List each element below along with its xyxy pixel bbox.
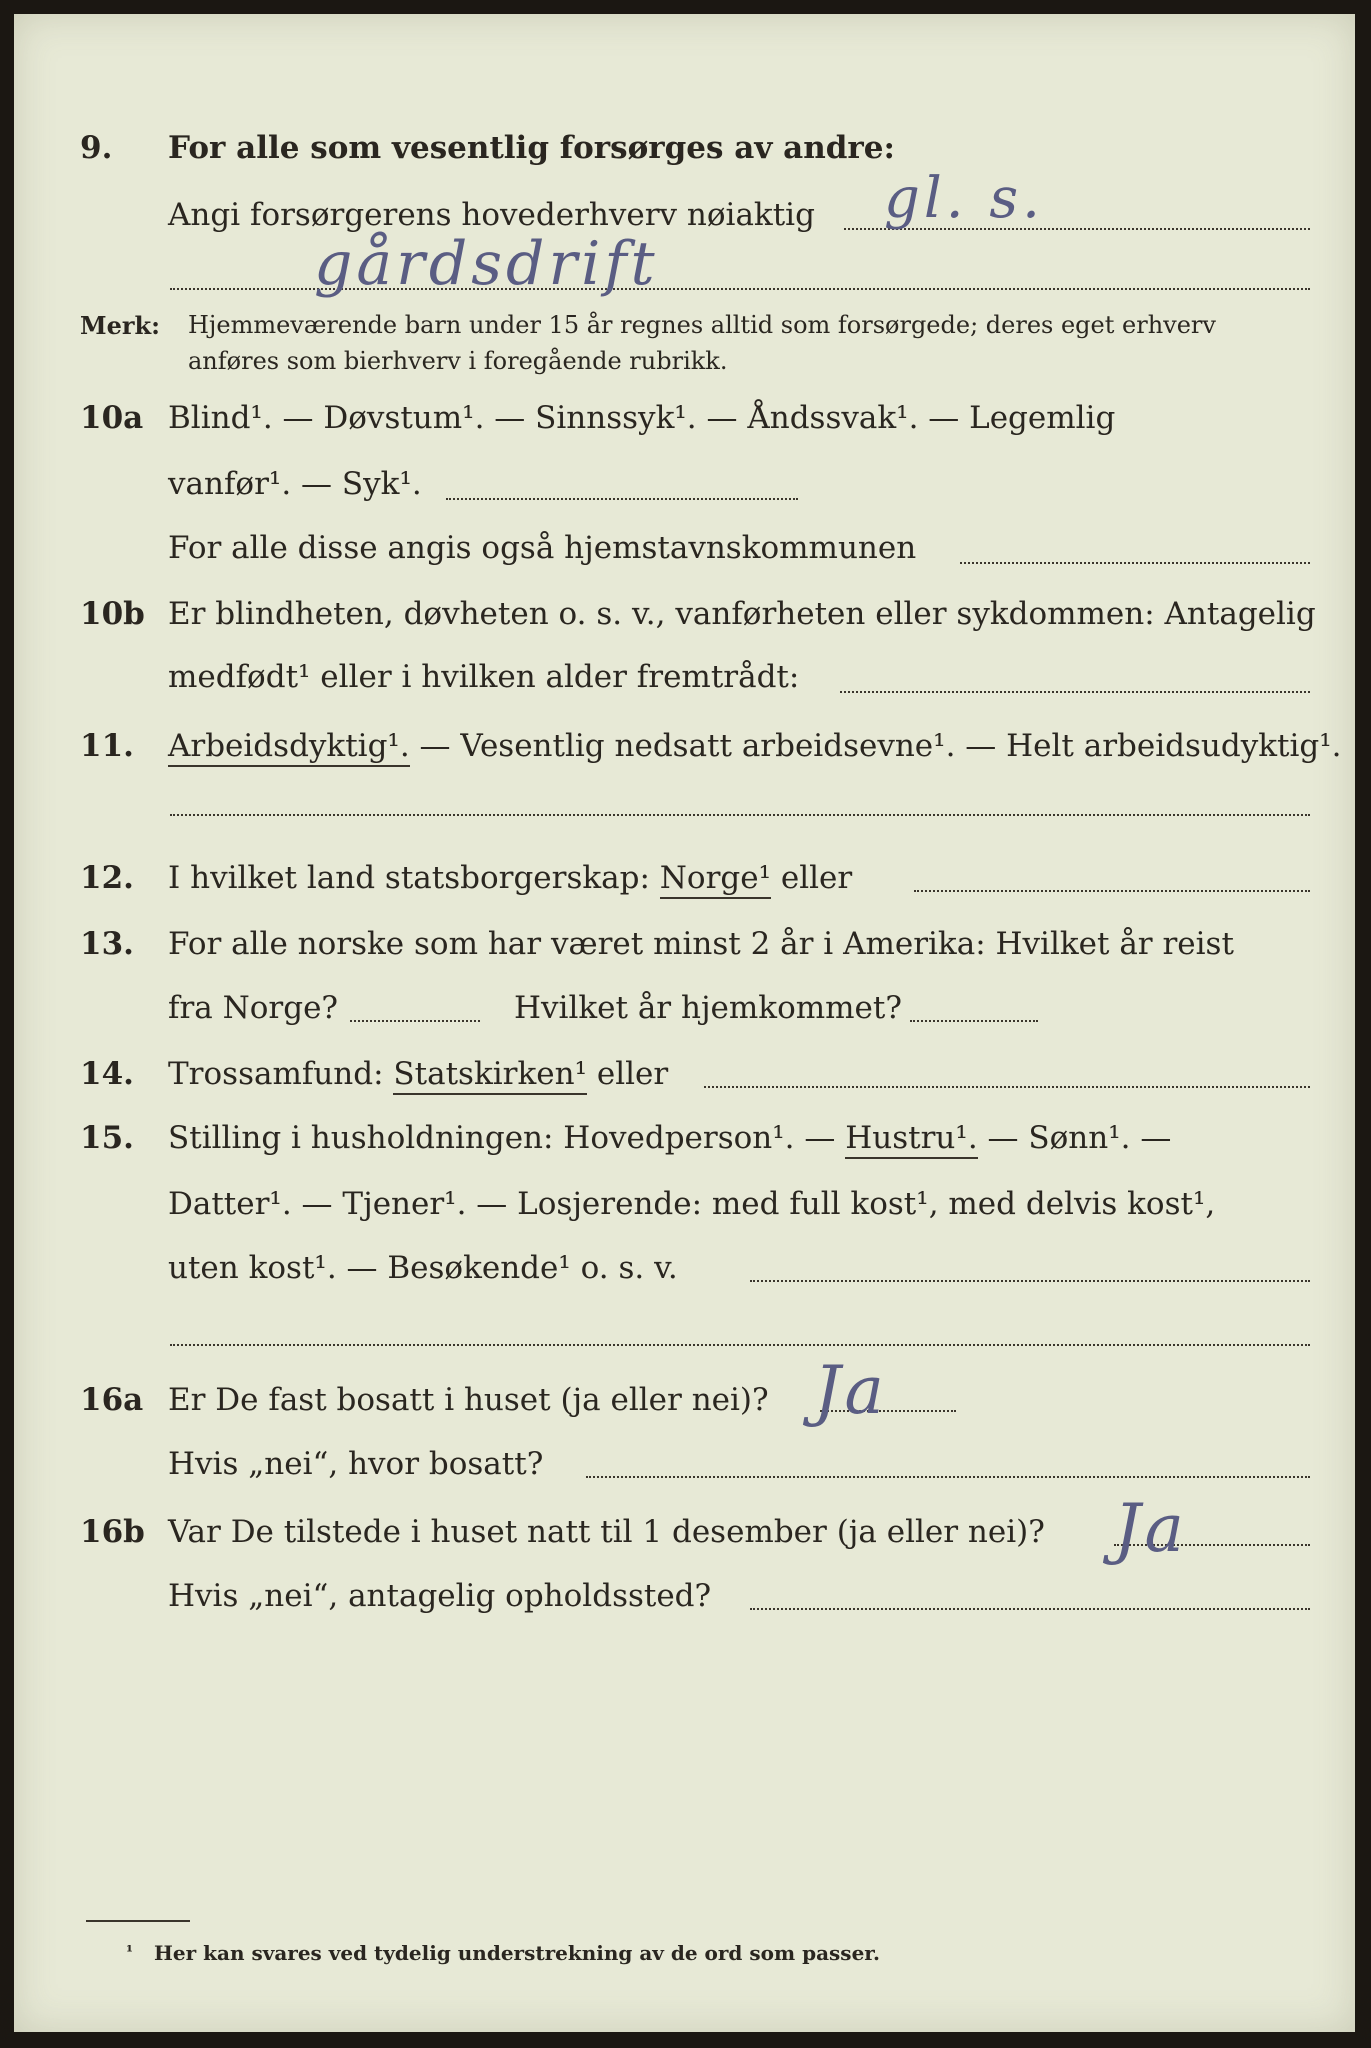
q10a-answer-line-1 [446,498,798,500]
q16b-line-2: Hvis „nei“, antagelig opholdssted? [168,1578,712,1614]
q16b-line-1: Var De tilstede i huset natt til 1 desember (ja eller nei)? [168,1514,1045,1550]
q9-number: 9. [80,130,113,166]
q13-line-2b: Hvilket år hjemkommet? [514,990,902,1026]
q14-post: eller [587,1056,669,1092]
q12-text [168,860,852,896]
q15-number: 15. [80,1120,134,1156]
q10a-line-1: Blind¹. — Døvstum¹. — Sinnssyk¹. — Åndssvak¹. — Legemlig [168,400,1116,436]
q10b-line-1: Er blindheten, døvheten o. s. v., vanførheten eller sykdommen: Antagelig [168,596,1316,632]
q15-line-1b: — Sønn¹. — [977,1120,1172,1156]
q9-title: For alle som vesentlig forsørges av andre: [168,130,895,166]
q14-number: 14. [80,1056,134,1092]
q16a-line-1: Er De fast bosatt i huset (ja eller nei)? [168,1382,769,1418]
q16a-number: 16a [80,1382,144,1418]
q12-number: 12. [80,860,134,896]
merk-label: Merk: [80,311,160,340]
q16a-answer-line-2 [586,1476,1310,1478]
q9-question: Angi forsørgerens hovederhverv nøiaktig [168,197,815,233]
q15-underlined-answer: Hustru¹. [845,1120,977,1159]
q10b-line-2: medfødt¹ eller i hvilken alder fremtrådt: [168,659,800,695]
q10b-answer-line [840,691,1310,693]
q14-answer-line [704,1086,1310,1088]
q15-line-1 [168,1120,1171,1156]
q11-rest: — Vesentlig nedsatt arbeidsevne¹. — Helt arbeidsudyktig¹. [409,728,1342,764]
q14-text [168,1056,668,1092]
q10a-number: 10a [80,400,144,436]
census-form-page [14,14,1355,2032]
q11-number: 11. [80,728,134,764]
q15-line-1a: Stilling i husholdningen: Hovedperson¹. — [168,1120,846,1156]
q16b-number: 16b [80,1514,145,1550]
q13-number: 13. [80,926,134,962]
q11-answer-line [170,814,1310,816]
q14-question: Trossamfund: [168,1056,394,1092]
q9-handwriting-1: gl. s. [884,166,1044,231]
q16b-answer-line-2 [750,1608,1310,1610]
q9-handwriting-2: gårdsdrift [314,229,659,299]
q10a-answer-line-2 [960,562,1310,564]
q14-underlined-answer: Statskirken¹ [393,1056,587,1095]
q11-text [168,728,1342,764]
q15-answer-line-1 [750,1280,1310,1282]
footnote-mark: ¹ [126,1942,134,1961]
q12-question: I hvilket land statsborgerskap: [168,860,660,896]
q16a-handwriting: Ja [814,1352,888,1429]
q10a-line-3: For alle disse angis også hjemstavnskommunen [168,530,917,566]
q12-post: eller [771,860,853,896]
q13-answer-line-2 [910,1020,1038,1022]
footnote-text: Her kan svares ved tydelig understrekning av de ord som passer. [154,1941,880,1965]
q12-answer-line [914,890,1310,892]
q11-underlined-answer: Arbeidsdyktig¹. [168,728,410,767]
q10b-number: 10b [80,596,145,632]
merk-line-2: anføres som bierhverv i foregående rubrikk. [188,347,728,375]
merk-line-1: Hjemmeværende barn under 15 år regnes alltid som forsørgede; deres eget erhverv [188,311,1216,339]
q13-answer-line-1 [350,1020,480,1022]
q15-line-2: Datter¹. — Tjener¹. — Losjerende: med full kost¹, med delvis kost¹, [168,1186,1216,1222]
q13-line-1: For alle norske som har været minst 2 år i Amerika: Hvilket år reist [168,926,1234,962]
q15-line-3: uten kost¹. — Besøkende¹ o. s. v. [168,1250,678,1286]
footnote-rule [86,1920,190,1922]
q16b-handwriting: Ja [1114,1490,1188,1567]
q13-line-2a: fra Norge? [168,990,339,1026]
q16a-line-2: Hvis „nei“, hvor bosatt? [168,1446,544,1482]
q10a-line-2: vanfør¹. — Syk¹. [168,466,422,502]
q12-underlined-answer: Norge¹ [660,860,771,899]
q15-answer-line-2 [170,1344,1310,1346]
